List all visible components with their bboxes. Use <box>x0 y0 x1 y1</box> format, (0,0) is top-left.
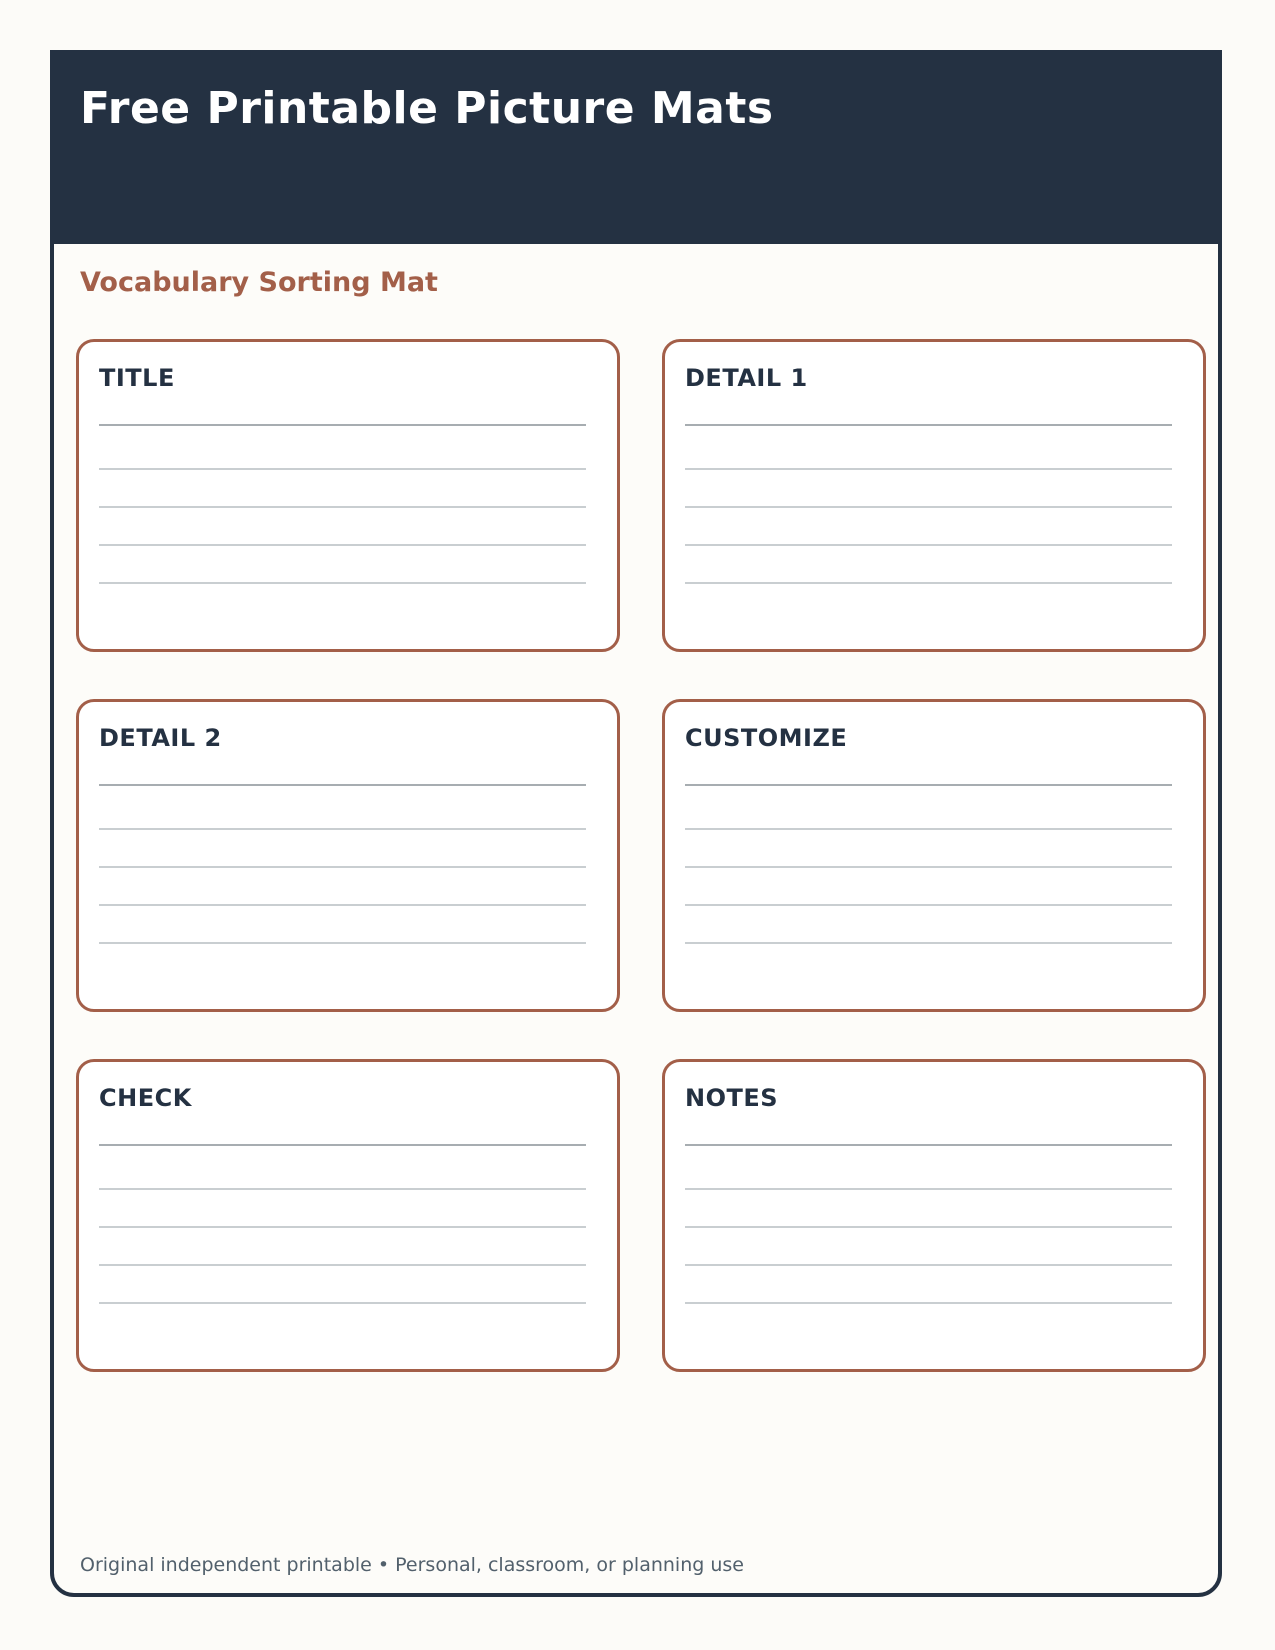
header-banner <box>54 54 1218 244</box>
writing-line <box>99 866 586 868</box>
writing-line <box>685 1226 1172 1228</box>
writing-line <box>685 904 1172 906</box>
writing-line <box>685 866 1172 868</box>
writing-line <box>99 828 586 830</box>
writing-line <box>99 424 586 426</box>
writing-line <box>685 1188 1172 1190</box>
writing-line <box>685 582 1172 584</box>
writing-line <box>99 1226 586 1228</box>
printable-sheet <box>50 50 1222 1597</box>
panel-detail-1 <box>662 339 1206 652</box>
panel-check <box>76 1059 620 1372</box>
panel-customize <box>662 699 1206 1012</box>
footer-note: Original independent printable • Personal, classroom, or planning use <box>80 1554 744 1576</box>
writing-line <box>685 942 1172 944</box>
writing-line <box>99 1302 586 1304</box>
writing-line <box>685 544 1172 546</box>
panel-label: NOTES <box>685 1084 779 1112</box>
writing-line <box>685 1144 1172 1146</box>
writing-line <box>99 468 586 470</box>
writing-line <box>685 506 1172 508</box>
page-title: Free Printable Picture Mats <box>80 83 774 134</box>
writing-line <box>99 1188 586 1190</box>
writing-line <box>685 828 1172 830</box>
writing-line <box>99 1264 586 1266</box>
panel-notes <box>662 1059 1206 1372</box>
panel-label: DETAIL 2 <box>99 724 222 752</box>
writing-line <box>685 1264 1172 1266</box>
writing-line <box>685 468 1172 470</box>
writing-line <box>685 1302 1172 1304</box>
panel-title <box>76 339 620 652</box>
panel-label: CUSTOMIZE <box>685 724 848 752</box>
writing-line <box>99 784 586 786</box>
mat-subtitle: Vocabulary Sorting Mat <box>80 267 438 298</box>
panel-label: TITLE <box>99 364 175 392</box>
writing-line <box>99 942 586 944</box>
writing-line <box>99 1144 586 1146</box>
panel-detail-2 <box>76 699 620 1012</box>
writing-line <box>99 506 586 508</box>
writing-line <box>99 544 586 546</box>
panel-label: CHECK <box>99 1084 192 1112</box>
panel-label: DETAIL 1 <box>685 364 808 392</box>
writing-line <box>99 904 586 906</box>
writing-line <box>99 582 586 584</box>
writing-line <box>685 424 1172 426</box>
writing-line <box>685 784 1172 786</box>
